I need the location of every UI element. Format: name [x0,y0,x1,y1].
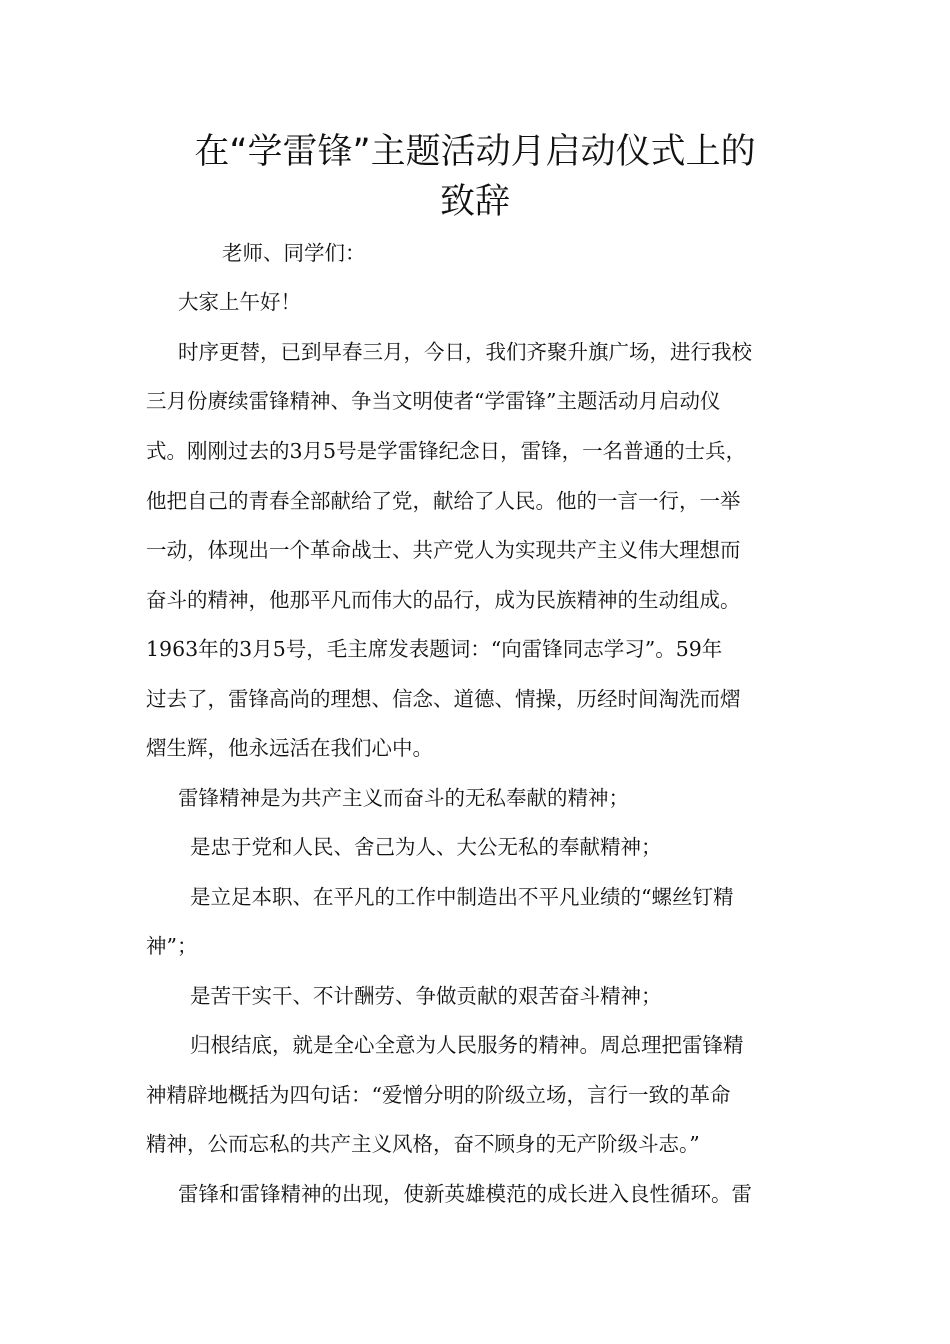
paragraph-line: 神”； [146,934,198,958]
paragraph-line: 精神，公而忘私的共产主义风格，奋不顾身的无产阶级斗志。” [146,1132,700,1156]
title-line-2: 致辞 [439,182,510,222]
paragraph-line: 过去了，雷锋高尚的理想、信念、道德、情操，历经时间淘洗而熠 [146,687,741,711]
paragraph-line: 雷锋精神是为共产主义而奋斗的无私奉献的精神； [178,786,629,810]
paragraph-line: 三月份赓续雷锋精神、争当文明使者“学雷锋”主题活动月启动仪 [146,389,721,413]
salutation: 老师、同学们： [222,241,366,265]
paragraph-line: 归根结底，就是全心全意为人民服务的精神。周总理把雷锋精 [190,1033,744,1057]
greeting: 大家上午好！ [178,290,301,314]
paragraph-line: 一动，体现出一个革命战士、共产党人为实现共产主义伟大理想而 [146,538,741,562]
paragraph-line: 1963年的3月5号，毛主席发表题词：“向雷锋同志学习”。59年 [146,637,723,661]
title-line-1: 在“学雷锋”主题活动月启动仪式上的 [194,132,756,172]
paragraph-line: 雷锋和雷锋精神的出现，使新英雄模范的成长进入良性循环。雷 [178,1182,752,1206]
paragraph-line: 奋斗的精神，他那平凡而伟大的品行，成为民族精神的生动组成。 [146,588,741,612]
paragraph-line: 他把自己的青春全部献给了党，献给了人民。他的一言一行，一举 [146,489,741,513]
paragraph-line: 熠生辉，他永远活在我们心中。 [146,736,433,760]
paragraph-line: 式。刚刚过去的3月5号是学雷锋纪念日，雷锋，一名普通的士兵， [146,439,747,463]
paragraph-line: 是苦干实干、不计酬劳、争做贡献的艰苦奋斗精神； [190,984,662,1008]
paragraph-line: 是立足本职、在平凡的工作中制造出不平凡业绩的“螺丝钉精 [190,885,734,909]
paragraph-line: 时序更替，已到早春三月，今日，我们齐聚升旗广场，进行我校 [178,340,752,364]
paragraph-line: 神精辟地概括为四句话：“爱憎分明的阶级立场，言行一致的革命 [146,1083,731,1107]
paragraph-line: 是忠于党和人民、舍己为人、大公无私的奉献精神； [190,835,662,859]
